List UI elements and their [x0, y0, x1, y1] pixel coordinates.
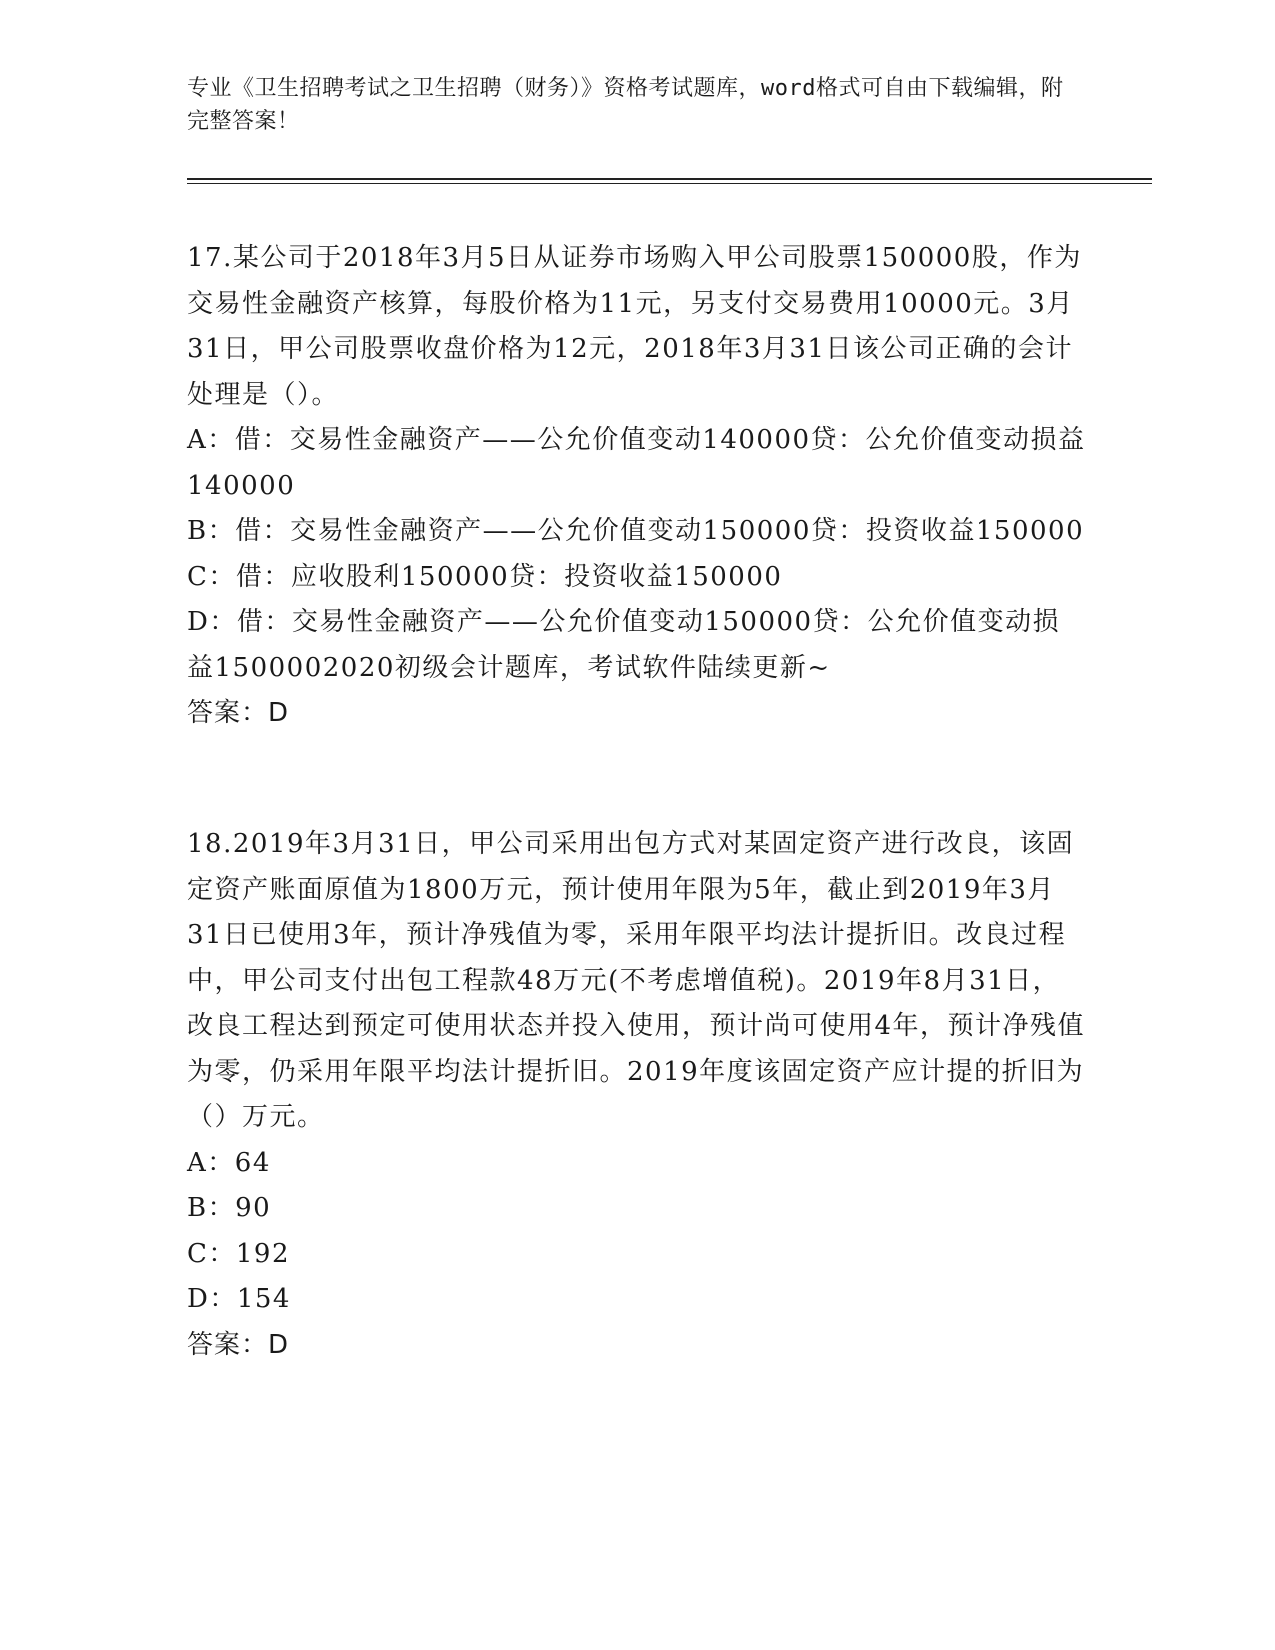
document-header: 专业《卫生招聘考试之卫生招聘（财务）》资格考试题库，word格式可自由下载编辑，附完整答案！: [187, 76, 1064, 134]
option-b: B：借：交易性金融资产——公允价值变动150000贷：投资收益150000: [187, 516, 1085, 546]
question-stem: 17.某公司于2018年3月5日从证券市场购入甲公司股票150000股，作为交易性金融资产核算，每股价格为11元，另支付交易费用10000元。3月31日，甲公司股票收盘价格为12元，2018年3月31日该公司正确的会计处理是（）。: [187, 243, 1082, 410]
header-divider-thin: [187, 183, 1152, 184]
option-c: C：192: [187, 1238, 291, 1269]
answer-line: 答案：D: [187, 1329, 290, 1360]
header-divider-thick: [187, 178, 1152, 180]
option-d: D：154: [187, 1284, 291, 1314]
answer-line: 答案：D: [187, 698, 290, 728]
question-18: [187, 822, 1087, 1368]
option-d: D：借：交易性金融资产——公允价值变动150000贷：公允价值变动损益1500002020初级会计题库，考试软件陆续更新~: [187, 607, 1061, 683]
option-a: A：借：交易性金融资产——公允价值变动140000贷：公允价值变动损益140000: [187, 425, 1086, 501]
option-c: C：借：应收股利150000贷：投资收益150000: [187, 561, 783, 592]
question-17: [187, 236, 1087, 737]
option-a: A：64: [187, 1147, 271, 1178]
question-stem: 18.2019年3月31日，甲公司采用出包方式对某固定资产进行改良，该固定资产账面原值为1800万元，预计使用年限为5年，截止到2019年3月31日已使用3年，预计净残值为零，采用年限平均法计提折旧。改良过程中，甲公司支付出包工程款48万元(不考虑增值税)。2019年8月31日，改良工程达到预定可使用状态并投入使用，预计尚可使用4年，预计净残值为零，仍采用年限平均法计提折旧。2019年度该固定资产应计提的折旧为（）万元。: [187, 829, 1086, 1132]
option-b: B：90: [187, 1193, 272, 1223]
